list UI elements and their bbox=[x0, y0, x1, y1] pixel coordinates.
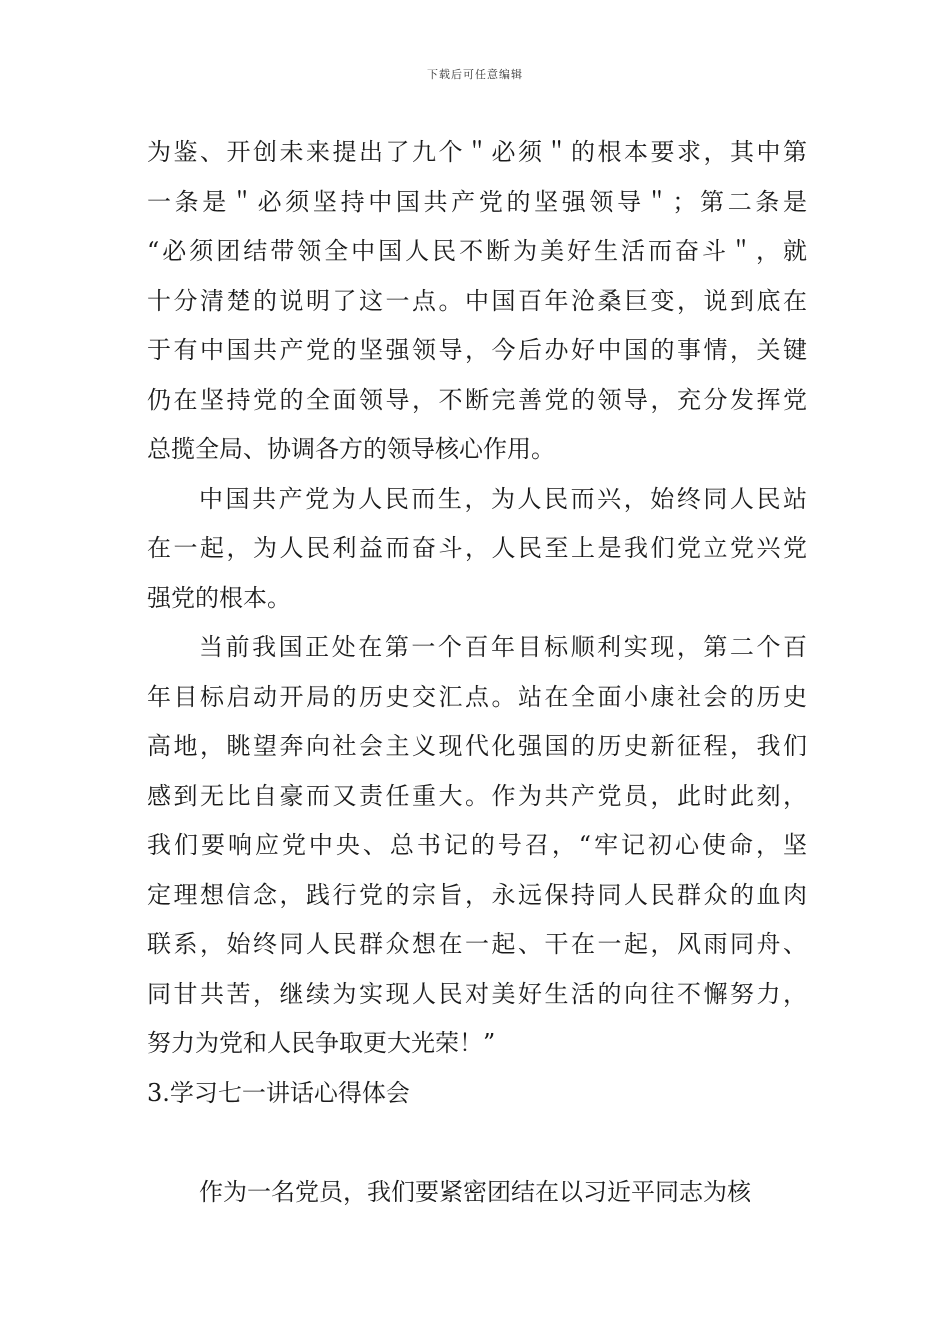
paragraph-line: 中国共产党为人民而生，为人民而兴，始终同人民站 bbox=[199, 484, 807, 513]
paragraph-line: 联系，始终同人民群众想在一起、干在一起，风雨同舟、 bbox=[147, 930, 807, 958]
paragraph-line: 当前我国正处在第一个百年目标顺利实现，第二个百 bbox=[199, 633, 807, 661]
paragraph-line: 感到无比自豪而又责任重大。作为共产党员，此时此刻， bbox=[147, 781, 807, 810]
paragraph-4 bbox=[147, 1168, 807, 1218]
paragraph-line: 作为一名党员，我们要紧密团结在以习近平同志为核 bbox=[199, 1177, 751, 1206]
paragraph-3 bbox=[147, 623, 807, 1069]
paragraph-line: 强党的根本。 bbox=[147, 583, 291, 612]
paragraph-line: 为鉴、开创未来提出了九个＂必须＂的根本要求，其中第 bbox=[147, 138, 807, 166]
paragraph-line: 年目标启动开局的历史交汇点。站在全面小康社会的历史 bbox=[147, 682, 807, 711]
paragraph-line: 仍在坚持党的全面领导，不断完善党的领导，充分发挥党 bbox=[147, 385, 807, 414]
paragraph-line: 定理想信念，践行党的宗旨，永远保持同人民群众的血肉 bbox=[147, 880, 807, 909]
paragraph-line: 同甘共苦，继续为实现人民对美好生活的向往不懈努力， bbox=[147, 979, 807, 1008]
page-header-note: 下载后可任意编辑 bbox=[427, 68, 523, 81]
paragraph-line: 十分清楚的说明了这一点。中国百年沧桑巨变，说到底在 bbox=[147, 286, 807, 315]
paragraph-line: 我们要响应党中央、总书记的号召，“牢记初心使命，坚 bbox=[147, 831, 807, 859]
section-heading: 3.学习七一讲话心得体会 bbox=[147, 1078, 410, 1107]
document-body bbox=[147, 128, 807, 1217]
paragraph-2 bbox=[147, 475, 807, 624]
paragraph-line: 在一起，为人民利益而奋斗，人民至上是我们党立党兴党 bbox=[147, 534, 807, 562]
paragraph-line: “必须团结带领全中国人民不断为美好生活而奋斗＂，就 bbox=[147, 237, 807, 265]
paragraph-line: 一条是＂必须坚持中国共产党的坚强领导＂；第二条是 bbox=[147, 187, 807, 216]
blank-line bbox=[147, 1118, 807, 1168]
paragraph-line: 努力为党和人民争取更大光荣！” bbox=[147, 1029, 496, 1057]
paragraph-line: 总揽全局、协调各方的领导核心作用。 bbox=[147, 435, 555, 463]
paragraph-line: 于有中国共产党的坚强领导，今后办好中国的事情，关键 bbox=[147, 336, 807, 364]
paragraph-1 bbox=[147, 128, 807, 475]
paragraph-line: 高地，眺望奔向社会主义现代化强国的历史新征程，我们 bbox=[147, 732, 807, 760]
